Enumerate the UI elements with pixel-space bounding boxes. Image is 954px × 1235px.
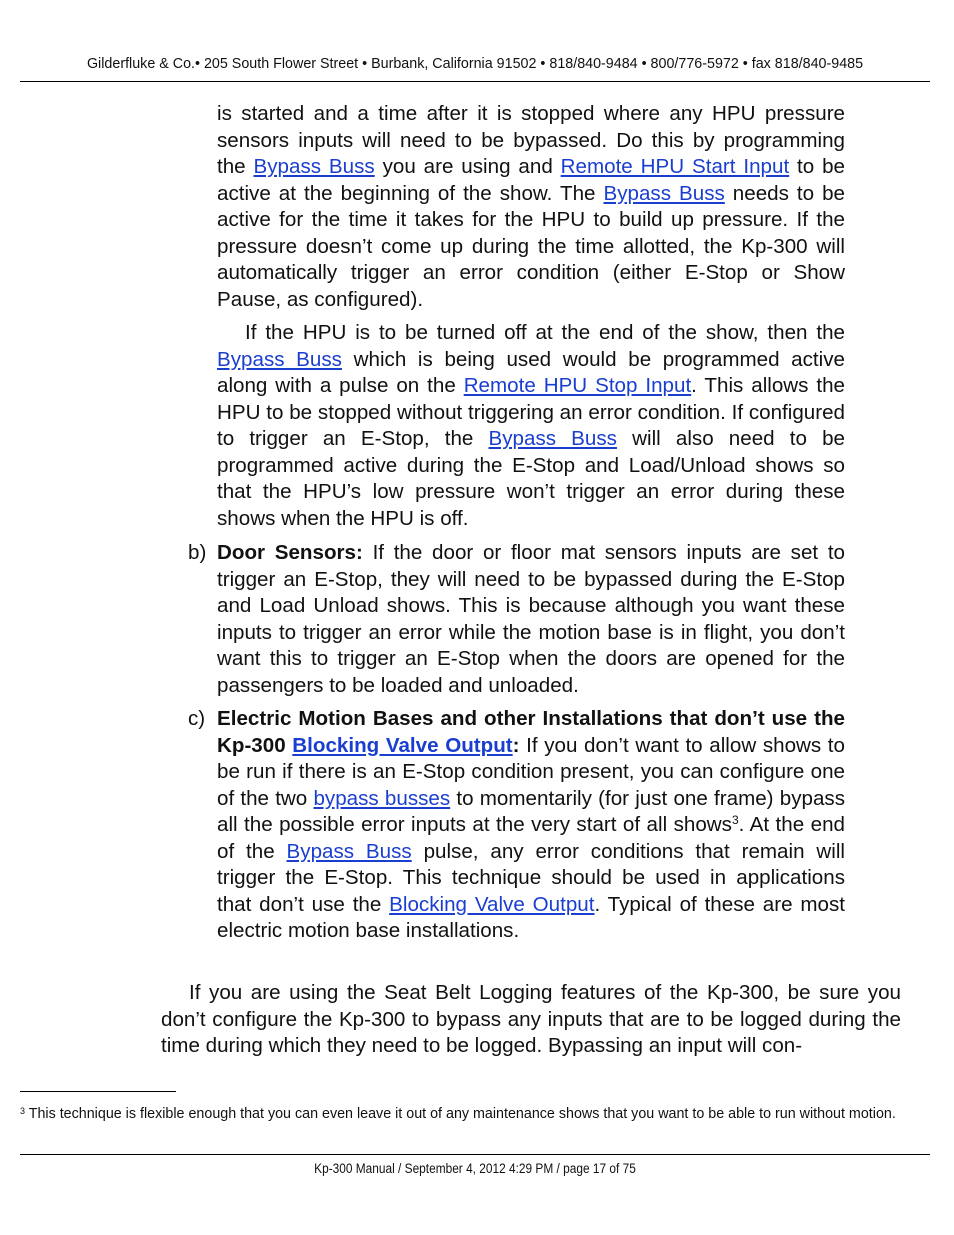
link-bypass-busses[interactable]: bypass busses — [313, 786, 451, 810]
link-bypass-buss[interactable]: Bypass Buss — [488, 427, 617, 450]
link-remote-hpu-start-input[interactable]: Remote HPU Start Input — [560, 155, 790, 178]
item-heading: Electric Motion Bases and other Installations that don’t use the Kp-300 Blocking Valve Output: — [217, 707, 845, 757]
list-item-door-sensors: Door Sensors: If the door or floor mat sensors inputs are set to trigger an E-Stop, they will need to be bypassed during the E-Stop and Load Unload shows. This is because although you want these inputs to trigger an error while the motion base is in flight, you don’t want this to trigger an E-Stop when the doors are opened for the passengers to be loaded and unloaded. — [217, 541, 845, 697]
footnote-reference: 3 — [731, 813, 739, 827]
footer-rule — [20, 1154, 930, 1155]
link-remote-hpu-stop-input[interactable]: Remote HPU Stop Input — [463, 374, 692, 397]
footnote-marker: 3 — [20, 1106, 26, 1116]
footnote: $^3$ This technique is flexible enough that you can even leave it out of any maintenance shows that you want to be able to run without motion. — [20, 1106, 896, 1122]
paragraph-hpu-start: is started and a time after it is stopped where any HPU pressure sensors inputs will need to be bypassed. Do this by programming the Bypass Buss you are using and Remote HPU Start Input to be active at the beginning of the show. The Bypass Buss needs to be active for the time it takes for the HPU to build up pressure. If the pressure doesn’t come up during the time allotted, the Kp-300 will automatically trigger an error condition (either E-Stop or Show Pause, as configured). — [217, 102, 846, 311]
footnote-rule — [20, 1091, 176, 1092]
page-header: Gilderfluke & Co.• 205 South Flower Street • Burbank, California 91502 • 818/840-9484 • 800/776-5972 • fax 818/840-9485 — [86, 56, 864, 72]
link-bypass-buss[interactable]: Bypass Buss — [253, 155, 375, 178]
list-label-b: b) — [188, 541, 207, 564]
page-footer: Kp-300 Manual / September 4, 2012 4:29 PM / page 17 of 75 — [314, 1161, 636, 1176]
link-blocking-valve-output[interactable]: Blocking Valve Output — [389, 892, 595, 916]
list-item-electric-motion-bases: Electric Motion Bases and other Installations that don’t use the Kp-300 Blocking Valve Output: If you don’t want to allow shows to be run if there is an E-Stop condition present, you can configure one of the two bypass busses to momentarily (for just one frame) bypass all the possible error inputs at the very start of all shows$^3$. At the end of the Bypass Buss pulse, any error conditions that remain will trigger the E-Stop. This technique should be used in applications that don’t use the Blocking Valve Output. Typical of these are most electric motion base installations. — [217, 707, 845, 942]
link-bypass-buss[interactable]: Bypass Buss — [217, 347, 342, 371]
link-bypass-buss[interactable]: Bypass Buss — [603, 181, 725, 205]
header-rule — [20, 81, 930, 82]
list-label-c: c) — [188, 707, 206, 730]
link-bypass-buss[interactable]: Bypass Buss — [286, 839, 412, 863]
paragraph-hpu-stop: If the HPU is to be turned off at the end of the show, then the Bypass Buss which is being used would be programmed active along with a pulse on the Remote HPU Stop Input. This allows the HPU to be stopped without triggering an error condition. If configured to trigger an E-Stop, the Bypass Buss will also need to be programmed active during the E-Stop and Load/Unload shows so that the HPU’s low pressure won’t trigger an error during these shows when the HPU is off. — [217, 321, 846, 530]
paragraph-seat-belt-logging: If you are using the Seat Belt Logging features of the Kp-300, be sure you don’t configure the Kp-300 to bypass any inputs that are to be logged during the time during which they need to be logged. Bypassing an input will con- — [161, 981, 901, 1057]
link-blocking-valve-output[interactable]: Blocking Valve Output — [292, 733, 513, 757]
item-heading: Door Sensors: — [217, 541, 363, 564]
